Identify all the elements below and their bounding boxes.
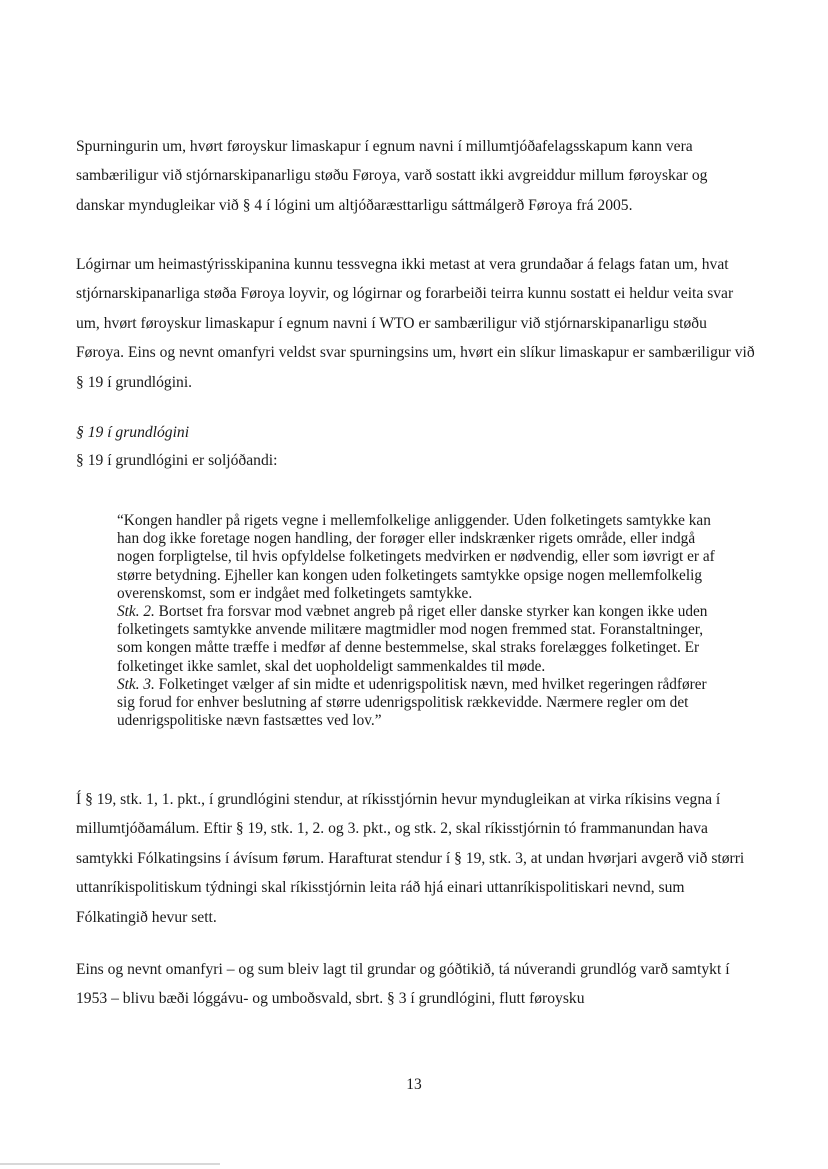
stk-3-label: Stk. 3.: [117, 675, 155, 693]
stk-2-text: Bortset fra forsvar mod væbnet angreb på riget eller danske styrker kan kongen ikke uden folketingets samtykke anvende militære magtmidler mod nogen fremmed stat. Foranstaltninger, som kongen måtte træffe i medfør af denne bestemmelse, skal straks forelægges folketinget. Er folketinget ikke samlet, skal det uopholdeligt sammenkaldes til møde.: [117, 603, 708, 675]
stk-3-text: Folketinget vælger af sin midte et udenrigspolitisk nævn, med hvilket regeringen rådfører sig forud for enhver beslutning af større udenrigspolitisk rækkevidde. Nærmere regler om det udenrigspolitiske nævn fastsættes ved lov.”: [117, 675, 707, 730]
scan-artifact-line: [0, 1163, 220, 1165]
stk-2-label: Stk. 2.: [117, 603, 155, 621]
paragraph-4: Eins og nevnt omanfyri – og sum bleiv lagt til grundar og góðtikið, tá núverandi grundlóg varð samtykt í 1953 – blivu bæði lóggávu- og umboðsvald, sbrt. § 3 í grundlógini, flutt føroysku: [76, 961, 730, 1008]
paragraph-1: Spurningurin um, hvørt føroyskur limaskapur í egnum navni í millumtjóðafelagsskapum kann vera sambæriligur við stjórnarskipanarligu støðu Føroya, varð sostatt ikki avgreiddur millum føroyskar og danskar myndugleikar við § 4 í lógini um altjóðaræsttarligu sáttmálgerð Føroya frá 2005.: [76, 138, 708, 214]
paragraph-3: Í § 19, stk. 1, 1. pkt., í grundlógini stendur, at ríkisstjórnin hevur myndugleikan at virka ríkisins vegna í millumtjóðamálum. Eftir § 19, stk. 1, 2. og 3. pkt., og stk. 2, skal ríkisstjórnin tó frammanundan hava samtykki Fólkatingsins í ávísum førum. Harafturat stendur í § 19, stk. 3, at undan hvørjari avgerð við størri uttanríkispolitiskum týdningi skal ríkisstjórnin leita ráð hjá einari uttanríkispolitiskari nevnd, sum Fólkatingið hevur sett.: [76, 791, 745, 926]
quote-stk-3: [117, 676, 727, 731]
section-intro: § 19 í grundlógini er soljóðandi:: [76, 452, 278, 469]
page-number: 13: [406, 1076, 422, 1093]
block-quote: [117, 512, 727, 730]
quote-stk-2: [117, 603, 727, 676]
paragraph-2: Lógirnar um heimastýrisskipanina kunnu tessvegna ikki metast at vera grundaðar á felags fatan um, hvat stjórnarskipanarliga støða Føroya loyvir, og lógirnar og forarbeiði teirra kunnu sostatt ei heldur veita svar um, hvørt føroyskur limaskapur í egnum navni í WTO er sambæriligur við stjórnarskipanarligu støðu Føroya. Eins og nevnt omanfyri veldst svar spurningsins um, hvørt ein slíkur limaskapur er sambæriligur við § 19 í grundlógini.: [76, 256, 755, 391]
section-heading: § 19 í grundlógini: [76, 424, 190, 441]
quote-paragraph-1: “Kongen handler på rigets vegne i mellemfolkelige anliggender. Uden folketingets samtykke kan han dog ikke foretage nogen handling, der forøger eller indskrænker rigets område, eller indgå nogen forpligtelse, til hvis opfyldelse folketingets medvirken er nødvendig, eller som iøvrigt er af større betydning. Ejheller kan kongen uden folketingets samtykke opsige nogen mellemfolkelig overenskomst, som er indgået med folketingets samtykke.: [117, 512, 715, 602]
